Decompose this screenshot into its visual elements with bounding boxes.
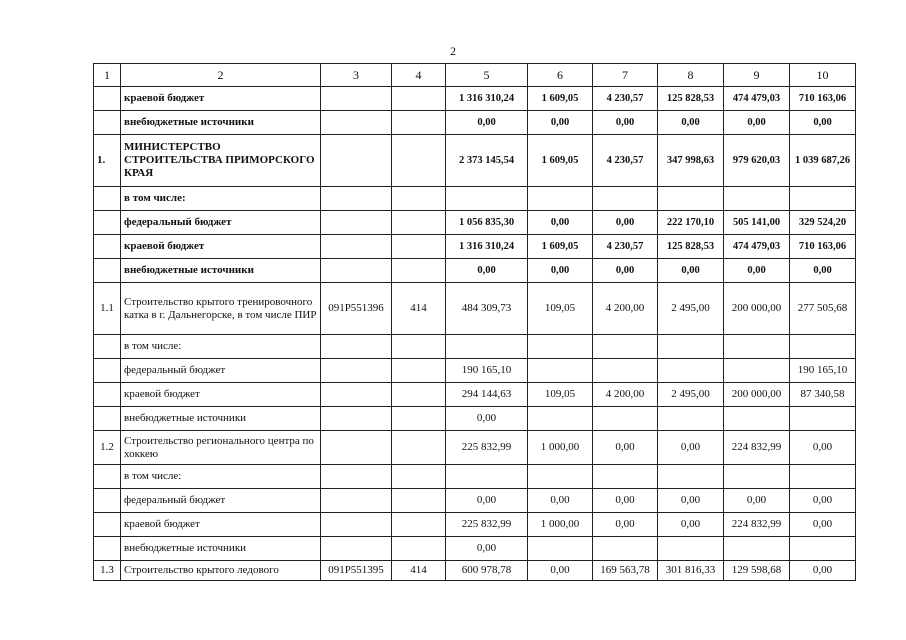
row-label-cell: федеральный бюджет [121, 359, 321, 383]
row-label-cell: в том числе: [121, 465, 321, 489]
code-cell [321, 489, 392, 513]
amount-cell: 474 479,03 [724, 87, 790, 111]
row-label-cell: внебюджетные источники [121, 259, 321, 283]
amount-cell: 1 609,05 [528, 135, 593, 187]
amount-cell [593, 359, 658, 383]
row-number-cell [94, 235, 121, 259]
code-cell [321, 513, 392, 537]
header-cell: 3 [321, 64, 392, 87]
amount-cell: 1 056 835,30 [446, 211, 528, 235]
table-row [94, 465, 856, 489]
header-cell: 9 [724, 64, 790, 87]
amount-cell: 190 165,10 [790, 359, 856, 383]
amount-cell: 225 832,99 [446, 431, 528, 465]
table-row [94, 135, 856, 187]
amount-cell: 224 832,99 [724, 513, 790, 537]
table-row [94, 211, 856, 235]
amount-cell [658, 465, 724, 489]
amount-cell [790, 465, 856, 489]
header-cell: 2 [121, 64, 321, 87]
amount-cell [724, 187, 790, 211]
amount-cell [593, 187, 658, 211]
amount-cell: 0,00 [593, 211, 658, 235]
code-cell [321, 187, 392, 211]
amount-cell [446, 465, 528, 489]
type-cell [392, 335, 446, 359]
table-row [94, 537, 856, 561]
amount-cell: 505 141,00 [724, 211, 790, 235]
row-label-cell: краевой бюджет [121, 87, 321, 111]
type-cell [392, 87, 446, 111]
amount-cell: 0,00 [593, 431, 658, 465]
amount-cell: 0,00 [724, 489, 790, 513]
amount-cell: 347 998,63 [658, 135, 724, 187]
table-row [94, 283, 856, 335]
amount-cell [658, 187, 724, 211]
amount-cell: 125 828,53 [658, 87, 724, 111]
amount-cell: 1 000,00 [528, 513, 593, 537]
amount-cell: 1 609,05 [528, 235, 593, 259]
amount-cell [446, 335, 528, 359]
amount-cell: 0,00 [724, 111, 790, 135]
code-cell [321, 235, 392, 259]
amount-cell: 190 165,10 [446, 359, 528, 383]
row-number-cell [94, 465, 121, 489]
amount-cell [658, 359, 724, 383]
header-cell: 4 [392, 64, 446, 87]
type-cell [392, 489, 446, 513]
amount-cell [724, 407, 790, 431]
amount-cell: 0,00 [528, 259, 593, 283]
row-label-cell: федеральный бюджет [121, 489, 321, 513]
row-number-cell [94, 335, 121, 359]
amount-cell: 0,00 [446, 537, 528, 561]
amount-cell: 4 230,57 [593, 87, 658, 111]
amount-cell [528, 407, 593, 431]
amount-cell: 200 000,00 [724, 383, 790, 407]
amount-cell [593, 537, 658, 561]
amount-cell: 710 163,06 [790, 235, 856, 259]
row-label-cell: в том числе: [121, 187, 321, 211]
table-row [94, 259, 856, 283]
header-cell: 7 [593, 64, 658, 87]
amount-cell: 0,00 [658, 111, 724, 135]
amount-cell: 474 479,03 [724, 235, 790, 259]
type-cell [392, 359, 446, 383]
type-cell: 414 [392, 561, 446, 581]
row-label-cell: Строительство регионального центра по хоккею [121, 431, 321, 465]
amount-cell: 0,00 [593, 489, 658, 513]
code-cell [321, 537, 392, 561]
amount-cell: 0,00 [528, 111, 593, 135]
code-cell [321, 259, 392, 283]
row-label-cell: внебюджетные источники [121, 111, 321, 135]
amount-cell: 4 230,57 [593, 135, 658, 187]
row-number-cell [94, 187, 121, 211]
code-cell [321, 135, 392, 187]
type-cell [392, 187, 446, 211]
type-cell [392, 211, 446, 235]
amount-cell: 109,05 [528, 383, 593, 407]
header-cell: 1 [94, 64, 121, 87]
amount-cell: 0,00 [790, 111, 856, 135]
amount-cell: 0,00 [658, 513, 724, 537]
amount-cell: 4 200,00 [593, 283, 658, 335]
row-label-cell: внебюджетные источники [121, 537, 321, 561]
type-cell [392, 465, 446, 489]
amount-cell: 0,00 [593, 259, 658, 283]
row-number-cell [94, 383, 121, 407]
amount-cell: 277 505,68 [790, 283, 856, 335]
row-label-cell: краевой бюджет [121, 383, 321, 407]
row-label-cell: МИНИСТЕРСТВО СТРОИТЕЛЬСТВА ПРИМОРСКОГО КРАЯ [121, 135, 321, 187]
table-row [94, 561, 856, 581]
code-cell [321, 111, 392, 135]
amount-cell: 0,00 [724, 259, 790, 283]
amount-cell [658, 335, 724, 359]
table-row [94, 489, 856, 513]
row-label-cell: краевой бюджет [121, 235, 321, 259]
amount-cell [593, 465, 658, 489]
type-cell [392, 431, 446, 465]
code-cell [321, 431, 392, 465]
amount-cell [790, 187, 856, 211]
amount-cell [790, 407, 856, 431]
row-number-cell [94, 513, 121, 537]
type-cell [392, 135, 446, 187]
amount-cell [658, 407, 724, 431]
row-number-cell [94, 259, 121, 283]
row-label-cell: федеральный бюджет [121, 211, 321, 235]
amount-cell [528, 465, 593, 489]
amount-cell: 2 373 145,54 [446, 135, 528, 187]
row-number-cell [94, 359, 121, 383]
amount-cell: 0,00 [446, 489, 528, 513]
row-number-cell: 1. [94, 135, 121, 187]
amount-cell: 4 230,57 [593, 235, 658, 259]
amount-cell [528, 187, 593, 211]
amount-cell: 0,00 [528, 211, 593, 235]
row-number-cell [94, 407, 121, 431]
amount-cell [446, 187, 528, 211]
page-number: 2 [450, 44, 456, 58]
amount-cell: 109,05 [528, 283, 593, 335]
code-cell: 091P551395 [321, 561, 392, 581]
amount-cell: 0,00 [790, 259, 856, 283]
amount-cell: 129 598,68 [724, 561, 790, 581]
amount-cell: 1 039 687,26 [790, 135, 856, 187]
table-row [94, 431, 856, 465]
row-number-cell: 1.3 [94, 561, 121, 581]
row-label-cell: Строительство крытого ледового [121, 561, 321, 581]
code-cell [321, 407, 392, 431]
code-cell [321, 383, 392, 407]
amount-cell: 225 832,99 [446, 513, 528, 537]
amount-cell [528, 335, 593, 359]
table-row [94, 87, 856, 111]
amount-cell: 0,00 [790, 489, 856, 513]
amount-cell: 224 832,99 [724, 431, 790, 465]
amount-cell [790, 537, 856, 561]
table-row [94, 513, 856, 537]
amount-cell: 484 309,73 [446, 283, 528, 335]
row-number-cell: 1.1 [94, 283, 121, 335]
type-cell [392, 259, 446, 283]
amount-cell: 222 170,10 [658, 211, 724, 235]
row-label-cell: Строительство крытого тренировочного катка в г. Дальнегорске, в том числе ПИР [121, 283, 321, 335]
row-number-cell [94, 111, 121, 135]
amount-cell: 4 200,00 [593, 383, 658, 407]
row-label-cell: в том числе: [121, 335, 321, 359]
amount-cell: 710 163,06 [790, 87, 856, 111]
amount-cell: 0,00 [446, 407, 528, 431]
amount-cell: 0,00 [790, 513, 856, 537]
amount-cell [593, 407, 658, 431]
amount-cell: 301 816,33 [658, 561, 724, 581]
amount-cell: 200 000,00 [724, 283, 790, 335]
row-number-cell [94, 489, 121, 513]
type-cell: 414 [392, 283, 446, 335]
type-cell [392, 383, 446, 407]
amount-cell [593, 335, 658, 359]
amount-cell: 0,00 [790, 431, 856, 465]
budget-table [93, 63, 856, 581]
header-cell: 10 [790, 64, 856, 87]
type-cell [392, 537, 446, 561]
table-row [94, 235, 856, 259]
amount-cell: 1 316 310,24 [446, 235, 528, 259]
row-number-cell: 1.2 [94, 431, 121, 465]
code-cell [321, 211, 392, 235]
amount-cell: 0,00 [790, 561, 856, 581]
amount-cell: 0,00 [658, 259, 724, 283]
amount-cell: 979 620,03 [724, 135, 790, 187]
amount-cell: 294 144,63 [446, 383, 528, 407]
amount-cell: 0,00 [593, 111, 658, 135]
type-cell [392, 407, 446, 431]
amount-cell: 600 978,78 [446, 561, 528, 581]
row-label-cell: краевой бюджет [121, 513, 321, 537]
type-cell [392, 111, 446, 135]
amount-cell [790, 335, 856, 359]
amount-cell: 0,00 [446, 111, 528, 135]
table-row [94, 111, 856, 135]
code-cell: 091P551396 [321, 283, 392, 335]
code-cell [321, 465, 392, 489]
amount-cell: 1 000,00 [528, 431, 593, 465]
amount-cell: 87 340,58 [790, 383, 856, 407]
type-cell [392, 513, 446, 537]
amount-cell [724, 537, 790, 561]
amount-cell: 0,00 [593, 513, 658, 537]
code-cell [321, 335, 392, 359]
row-number-cell [94, 211, 121, 235]
header-cell: 8 [658, 64, 724, 87]
row-number-cell [94, 87, 121, 111]
row-label-cell: внебюджетные источники [121, 407, 321, 431]
amount-cell: 0,00 [658, 489, 724, 513]
amount-cell: 169 563,78 [593, 561, 658, 581]
amount-cell: 0,00 [528, 489, 593, 513]
amount-cell: 2 495,00 [658, 383, 724, 407]
amount-cell [528, 537, 593, 561]
code-cell [321, 87, 392, 111]
table-row [94, 335, 856, 359]
table-row [94, 187, 856, 211]
amount-cell: 0,00 [446, 259, 528, 283]
row-number-cell [94, 537, 121, 561]
amount-cell: 0,00 [658, 431, 724, 465]
amount-cell: 0,00 [528, 561, 593, 581]
amount-cell [724, 359, 790, 383]
amount-cell: 1 609,05 [528, 87, 593, 111]
amount-cell [528, 359, 593, 383]
table-row [94, 383, 856, 407]
header-cell: 5 [446, 64, 528, 87]
header-row [94, 64, 856, 87]
table-row [94, 407, 856, 431]
amount-cell: 1 316 310,24 [446, 87, 528, 111]
amount-cell [724, 335, 790, 359]
type-cell [392, 235, 446, 259]
amount-cell [658, 537, 724, 561]
header-cell: 6 [528, 64, 593, 87]
amount-cell: 2 495,00 [658, 283, 724, 335]
amount-cell: 329 524,20 [790, 211, 856, 235]
code-cell [321, 359, 392, 383]
amount-cell: 125 828,53 [658, 235, 724, 259]
amount-cell [724, 465, 790, 489]
table-row [94, 359, 856, 383]
